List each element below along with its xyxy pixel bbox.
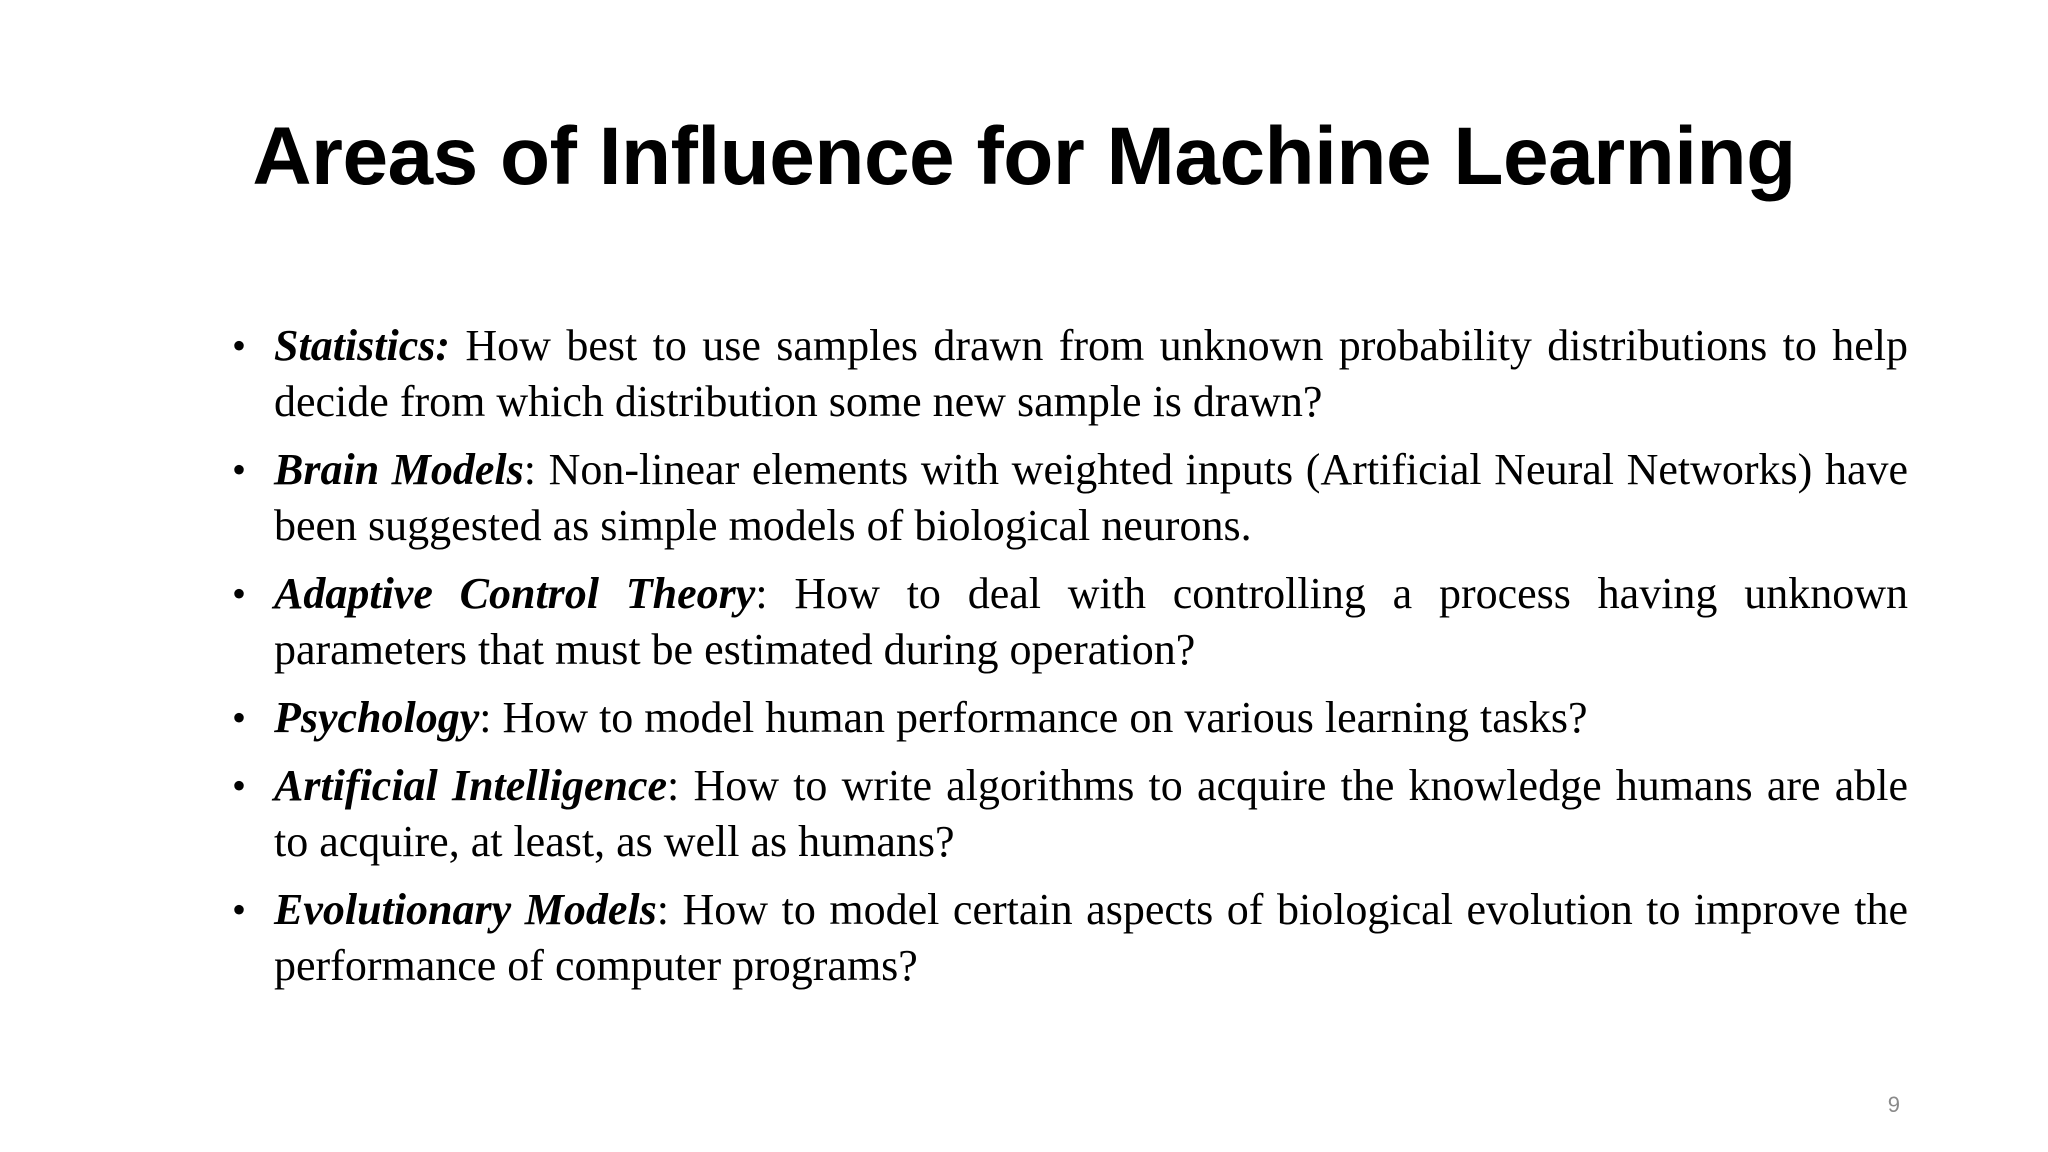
item-text: How to model human performance on various learning tasks? — [491, 693, 1588, 742]
item-term: Adaptive Control Theory — [274, 569, 756, 618]
bullet-icon: • — [232, 887, 247, 932]
list-item — [232, 882, 1908, 994]
item-term: Artificial Intelligence — [274, 761, 668, 810]
item-text: How to model certain aspects of biological evolution to improve the performance of computer programs? — [274, 885, 1908, 990]
item-text: How best to use samples drawn from unknown probability distributions to help decide from which distribution some new sample is drawn? — [274, 321, 1908, 426]
bullet-icon: • — [232, 763, 247, 808]
list-item — [232, 442, 1908, 554]
item-separator: : — [523, 445, 537, 494]
item-separator: : — [755, 569, 768, 618]
list-item — [232, 690, 1908, 746]
bullet-icon: • — [232, 695, 247, 740]
item-term: Psychology — [274, 693, 480, 742]
slide-title: Areas of Influence for Machine Learning — [252, 111, 1796, 202]
page-number: 9 — [1887, 1092, 1900, 1117]
item-separator: : — [656, 885, 669, 934]
item-term: Statistics: — [274, 321, 451, 370]
item-text: Non-linear elements with weighted inputs (Artificial Neural Networks) have been suggested as simple models of biological neurons. — [274, 445, 1908, 550]
item-term: Brain Models — [274, 445, 524, 494]
item-separator: : — [667, 761, 680, 810]
item-term: Evolutionary Models — [274, 885, 657, 934]
list-item — [232, 758, 1908, 870]
item-text: How to deal with controlling a process having unknown parameters that must be estimated during operation? — [274, 569, 1908, 674]
bullet-list — [232, 318, 1908, 1006]
bullet-icon: • — [232, 571, 247, 616]
item-separator: : — [479, 693, 492, 742]
list-item — [232, 566, 1908, 678]
item-text: How to write algorithms to acquire the knowledge humans are able to acquire, at least, as well as humans? — [274, 761, 1909, 866]
list-item — [232, 318, 1908, 430]
bullet-icon: • — [232, 447, 247, 492]
bullet-icon: • — [232, 323, 247, 368]
